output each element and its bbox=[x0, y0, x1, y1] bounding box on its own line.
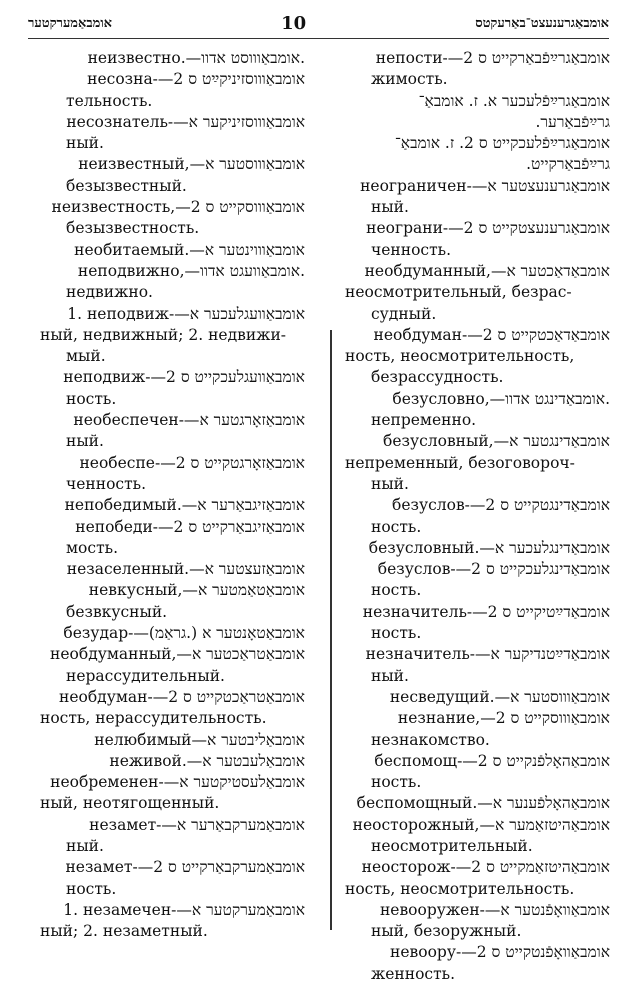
entry-line: ный. bbox=[66, 432, 104, 451]
entry-line: безызвестный. bbox=[66, 176, 187, 195]
entry-line: неосмотрительный. bbox=[371, 836, 533, 855]
entry-line: незамет-—2 אומבאַמערקבאַרקייט ס bbox=[65, 858, 305, 877]
entry-line: ный. bbox=[371, 666, 409, 685]
entry-line: непременно. bbox=[371, 411, 477, 430]
entry-line: несозна-—2 אומבאַוווסזיניקײַט ס bbox=[87, 70, 305, 89]
entry-line: непременный, безоговороч- bbox=[345, 453, 575, 472]
entry-line: ный. bbox=[371, 474, 409, 493]
entry-line: непобеди-—2 אומבאַזיגבאַרקייט ס bbox=[75, 517, 305, 536]
entry-line: незначитель-—אומבאַדײַטנדיקער א bbox=[365, 645, 610, 664]
entry-line: גרײַפֿבאַרקייט. bbox=[526, 155, 610, 174]
entry-line: беспомощ-—2 אומבאַהאָלפֿנקייט ס bbox=[374, 751, 610, 770]
entry-line: ность. bbox=[66, 389, 117, 408]
entry-line: 1. незамечен-—אומבאַמערקטער א bbox=[63, 900, 305, 919]
entry-line: незначитель-—2 אומבאַדײַטיקייט ס bbox=[362, 602, 610, 621]
header-left-guideword: אומבאַמערקטער bbox=[28, 16, 112, 31]
right-column bbox=[345, 48, 610, 985]
entry-line: незнакомство. bbox=[371, 730, 490, 749]
entry-line: жимость. bbox=[371, 70, 448, 89]
page-header bbox=[28, 8, 609, 39]
entry-line: ность. bbox=[66, 879, 117, 898]
left-column bbox=[40, 48, 305, 942]
entry-line: неосторожный,—אומבאַהיטזאַמער א bbox=[352, 815, 610, 834]
entry-line: ченность. bbox=[66, 474, 147, 493]
entry-line: ность. bbox=[371, 517, 422, 536]
entry-line: неизвестно.—אומבאַוווסט אדוו. bbox=[87, 49, 305, 67]
entry-line: необитаемый.—אומבאַוווינטער א bbox=[74, 240, 305, 259]
entry-line: необдуманный,—אומבאַטראַכטער א bbox=[50, 645, 305, 664]
entry-line: גרײַפֿבאַרער. bbox=[535, 112, 610, 131]
entry-line: ность. bbox=[371, 773, 422, 792]
entry-line: непобедимый.—אומבאַזיגבאַרער א bbox=[64, 496, 305, 515]
entry-line: необдуман-—2 אומבאַטראַכטקייט ס bbox=[59, 687, 305, 706]
entry-line: безвкусный. bbox=[66, 602, 168, 621]
entry-line: ный, недвижный; 2. недвижи- bbox=[40, 325, 287, 344]
entry-line: безудар-—(גראַמ.) אומבאַטאָנטער א bbox=[63, 624, 305, 643]
entry-line: неизвестность,—2 אומבאַוווסקייט ס bbox=[51, 198, 305, 217]
entry-line: אומבאַגרײַפֿלעכקייט ס 2. ז. אומבאַ־ bbox=[394, 134, 610, 153]
entry-line: 1. неподвиж-—אומבאַוועגלעכער א bbox=[67, 304, 305, 323]
entry-line: несознатель-—אומבאַוווסזיניקער א bbox=[66, 112, 305, 131]
entry-line: нелюбимый—אומבאַליבטער א bbox=[94, 730, 305, 749]
entry-line: безызвестность. bbox=[66, 219, 200, 238]
entry-line: ность, неосмотрительность. bbox=[345, 879, 575, 898]
entry-line: невоору-—2 אומבאַוואָפֿנטקייט ס bbox=[390, 943, 610, 962]
entry-line: безуслов-—2 אומבאַדינגטקייט ס bbox=[392, 496, 610, 515]
entry-line: незаселенный.—אומבאַזעצטער א bbox=[66, 560, 305, 579]
entry-line: ченность. bbox=[371, 240, 452, 259]
entry-line: неподвижно,—אומבאַוועגט אדוו. bbox=[77, 261, 305, 280]
entry-line: незамет-—אומבאַמערקבאַרער א bbox=[89, 815, 305, 834]
entry-line: необеспечен-—אומבאַזאָרגטער א bbox=[73, 411, 305, 430]
entry-line: тельность. bbox=[66, 91, 153, 110]
entry-line: мость. bbox=[66, 538, 119, 557]
entry-line: ный. bbox=[371, 198, 409, 217]
entry-line: неосторож-—2 אומבאַהיטזאַמקייט ס bbox=[361, 858, 610, 877]
entry-line: ный, безоружный. bbox=[371, 922, 522, 941]
entry-line: недвижно. bbox=[66, 283, 153, 302]
entry-line: невооружен-—אומבאַוואָפֿנטער א bbox=[379, 900, 610, 919]
entry-line: неизвестный,—אומבאַוווסטער א bbox=[78, 155, 305, 174]
entry-line: ность, нерассудительность. bbox=[40, 709, 267, 728]
entry-line: ный. bbox=[66, 134, 104, 153]
page-number: 10 bbox=[281, 12, 307, 34]
entry-line: нерассудительный. bbox=[66, 666, 225, 685]
entry-line: женность. bbox=[371, 964, 456, 983]
entry-line: безрассудность. bbox=[371, 368, 504, 387]
entry-line: ность. bbox=[371, 624, 422, 643]
entry-line: непости-—2 אומבאַגרײַפֿבאַרקייט ס bbox=[375, 49, 610, 67]
entry-line: неподвиж-—2 אומבאַוועגלעכקייט ס bbox=[63, 368, 305, 387]
entry-line: безусловно,—אומבאַדינגט אדוו. bbox=[392, 389, 610, 408]
entry-line: невкусный,—אומבאַטאַמטער א bbox=[88, 581, 305, 600]
entry-line: ность. bbox=[371, 581, 422, 600]
entry-line: беспомощный.—אומבאַהאָלפֿענער א bbox=[356, 794, 610, 813]
entry-line: судный. bbox=[371, 304, 437, 323]
entry-line: ный, неотягощенный. bbox=[40, 794, 220, 813]
entry-line: безуслов-—2 אומבאַדינגלעכקייט ס bbox=[377, 560, 610, 579]
entry-line: мый. bbox=[66, 347, 106, 366]
entry-line: незнание,—2 אומבאַוווסקייט ס bbox=[397, 709, 610, 728]
entry-line: неживой.—אומבאַלעבטער א bbox=[109, 751, 305, 770]
entry-line: необременен-—אומבאַלעסטיקטער א bbox=[50, 773, 305, 792]
column-divider bbox=[330, 330, 332, 930]
entry-line: необеспе-—2 אומבאַזאָרגטקייט ס bbox=[79, 453, 305, 472]
entry-line: неосмотрительный, безрас- bbox=[345, 283, 572, 302]
entry-line: ный. bbox=[66, 836, 104, 855]
entry-line: неограничен-—אומבאַגרענעצטער א bbox=[360, 176, 610, 195]
entry-line: необдуманный,—אומבאַדאַכטער א bbox=[364, 261, 610, 280]
header-right-guideword: אומבאַגרענעצט־באַרעקטס bbox=[475, 16, 609, 31]
entry-line: неограни-—2 אומבאַגרענעצטקייט ס bbox=[366, 219, 610, 238]
entry-line: безусловный,—אומבאַדינגטער א bbox=[383, 432, 610, 451]
entry-line: необдуман-—2 אומבאַדאַכטקייט ס bbox=[373, 325, 610, 344]
entry-line: ность, неосмотрительность, bbox=[345, 347, 575, 366]
entry-line: несведущий.—אומבאַוווסטער א bbox=[389, 687, 610, 706]
entry-line: ный; 2. незаметный. bbox=[40, 922, 208, 941]
entry-line: אומבאַגרײַפֿלעכער א. ז. אומבאַ־ bbox=[418, 91, 610, 110]
entry-line: безусловный.—אומבאַדינגלעכער א bbox=[368, 538, 610, 557]
